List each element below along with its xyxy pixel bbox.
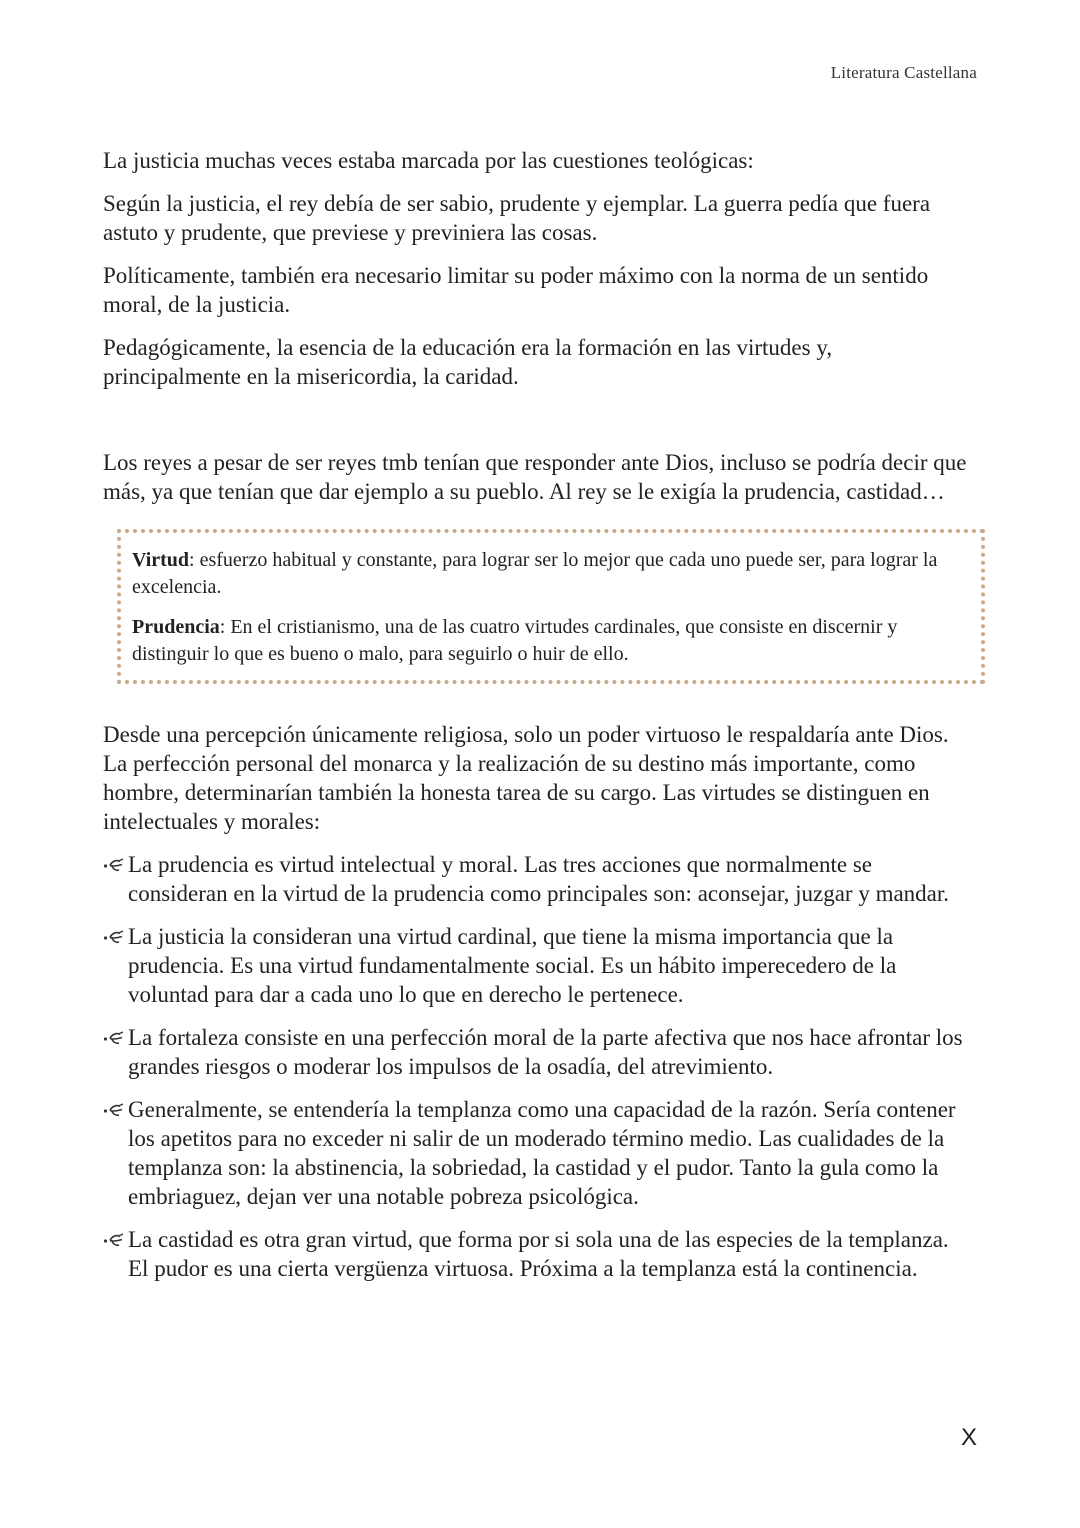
section-gap <box>103 684 973 720</box>
definition-text: : En el cristianismo, una de las cuatro virtudes cardinales, que consiste en discernir y distinguir lo que es bueno o malo, para seguirlo o huir de ello. <box>132 616 898 665</box>
definition-term: Prudencia <box>132 616 220 638</box>
paragraph: Pedagógicamente, la esencia de la educación era la formación en las virtudes y, principalmente en la misericordia, la caridad. <box>103 335 833 389</box>
virtues-list <box>103 850 973 1283</box>
fleuron-bullet-icon <box>103 1095 127 1124</box>
definition-virtud <box>132 547 969 601</box>
fleuron-bullet-icon <box>103 1023 127 1052</box>
page-number: X <box>960 1424 977 1451</box>
list-item-text: La castidad es otra gran virtud, que forma por si sola una de las especies de la templanza. El pudor es una cierta vergüenza virtuosa. Próxima a la templanza está la continencia. <box>128 1227 949 1281</box>
running-header: Literatura Castellana <box>830 63 977 82</box>
list-item <box>103 1023 973 1081</box>
definition-term: Virtud <box>132 549 190 571</box>
list-item <box>103 1095 973 1211</box>
list-item-text: La prudencia es virtud intelectual y moral. Las tres acciones que normalmente se consideran en la virtud de la prudencia como principales son: aconsejar, juzgar y mandar. <box>128 852 950 906</box>
paragraph-religious: Desde una percepción únicamente religiosa, solo un poder virtuoso le respaldaría ante Dios. La perfección personal del monarca y la realización de su destino más importante, como hombre, determinarían también la honesta tarea de su cargo. Las virtudes se distinguen en intelectuales y morales: <box>103 722 949 834</box>
paragraph: Políticamente, también era necesario limitar su poder máximo con la norma de un sentido moral, de la justicia. <box>103 263 929 317</box>
list-item-text: La fortaleza consiste en una perfección moral de la parte afectiva que nos hace afrontar los grandes riesgos o moderar los impulsos de la osadía, del atrevimiento. <box>128 1025 963 1079</box>
list-item <box>103 1225 973 1283</box>
list-item-text: Generalmente, se entendería la templanza como una capacidad de la razón. Sería contener los apetitos para no exceder ni salir de un moderado término medio. Las cualidades de la templanza son: la abstinencia, la sobriedad, la castidad y el pudor. Tanto la gula como la embriaguez, dejan ver una notable pobreza psicológica. <box>128 1097 956 1209</box>
fleuron-bullet-icon <box>103 922 127 951</box>
definition-text: : esfuerzo habitual y constante, para lograr ser lo mejor que cada uno puede ser, para lograr la excelencia. <box>132 549 938 598</box>
definition-box <box>117 529 985 684</box>
definition-prudencia <box>132 614 969 668</box>
section-gap <box>103 405 973 448</box>
list-item <box>103 922 973 1009</box>
page-body <box>103 146 973 1297</box>
list-item <box>103 850 973 908</box>
list-item-text: La justicia la consideran una virtud cardinal, que tiene la misma importancia que la prudencia. Es una virtud fundamentalmente social. Es un hábito imperecedero de la voluntad para dar a cada uno lo que en derecho le pertenece. <box>128 924 897 1007</box>
fleuron-bullet-icon <box>103 850 127 879</box>
paragraph: Según la justicia, el rey debía de ser sabio, prudente y ejemplar. La guerra pedía que fuera astuto y prudente, que previese y previniera las cosas. <box>103 191 931 245</box>
fleuron-bullet-icon <box>103 1225 127 1254</box>
paragraph-kings: Los reyes a pesar de ser reyes tmb tenían que responder ante Dios, incluso se podría decir que más, ya que tenían que dar ejemplo a su pueblo. Al rey se le exigía la prudencia, castidad… <box>103 450 967 504</box>
paragraph: La justicia muchas veces estaba marcada por las cuestiones teológicas: <box>103 148 754 173</box>
